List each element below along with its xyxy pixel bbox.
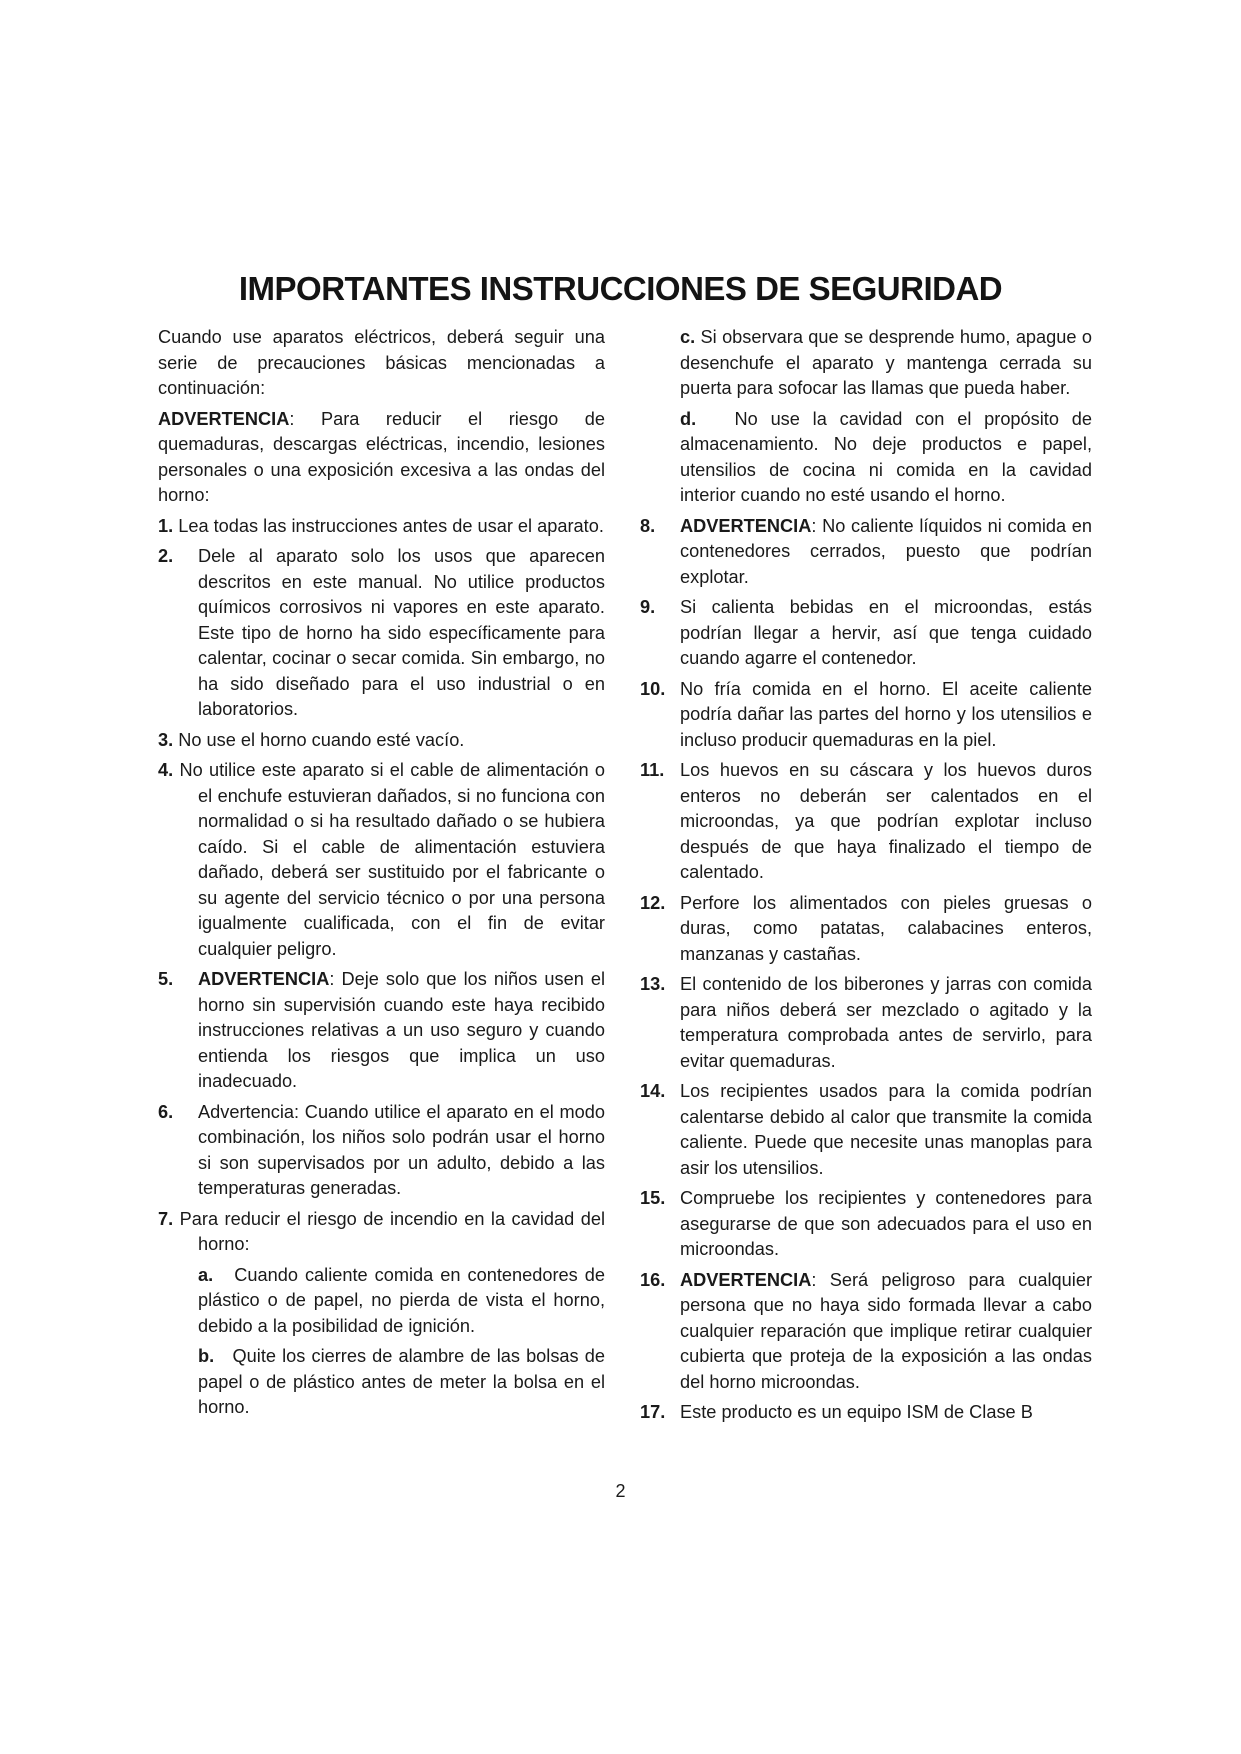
sub-item-text: Si observara que se desprende humo, apague o desenchufe el aparato y mantenga cerrada su puerta para sofocar las llamas que pueda haber. [680, 327, 1092, 398]
item-warning-label: ADVERTENCIA [680, 515, 812, 536]
item-number: 7. [158, 1208, 174, 1229]
item-number: 8. [640, 515, 656, 536]
sub-item-letter: c. [680, 327, 696, 347]
item-number: 1. [158, 515, 174, 536]
item-number: 11. [640, 760, 665, 780]
list-item-2 [158, 544, 605, 723]
item-text: Lea todas las instrucciones antes de usar el aparato. [173, 515, 604, 536]
list-item-3 [158, 728, 605, 754]
warning-text: : Para reducir el riesgo de quemaduras, descargas eléctricas, incendio, lesiones personales o una exposición excesiva a las ondas del horno: [158, 408, 605, 505]
sub-item-c [640, 325, 1092, 402]
item-number: 12. [640, 892, 666, 913]
item-number: 2. [158, 546, 174, 566]
item-text: Advertencia: Cuando utilice el aparato en el modo combinación, los niños solo podrán usar el horno si son supervisados por un adulto, debido a las temperaturas generadas. [198, 1101, 605, 1198]
list-item-6 [158, 1100, 605, 1202]
item-text: Dele al aparato solo los usos que aparecen descritos en este manual. No utilice productos químicos corrosivos ni vapores en este aparato. Este tipo de horno ha sido específicamente para calentar, cocinar o secar comida. Sin embargo, no ha sido diseñado para el uso industrial o en laboratorios. [198, 546, 605, 719]
item-text: Los huevos en su cáscara y los huevos duros enteros no deberán ser calentados en el microondas, ya que podrían explotar incluso después de que haya finalizado el tiempo de calentado. [680, 760, 1092, 882]
item-text: Perfore los alimentados con pieles gruesas o duras, como patatas, calabacines enteros, manzanas y castañas. [680, 892, 1092, 964]
sub-item-b [158, 1344, 605, 1421]
item-number: 3. [158, 729, 174, 750]
sub-item-text: Quite los cierres de alambre de las bolsas de papel o de plástico antes de meter la bolsa en el horno. [198, 1346, 605, 1417]
item-number: 9. [640, 597, 656, 617]
item-number: 17. [640, 1402, 666, 1422]
left-column [158, 325, 605, 1426]
item-number: 14. [640, 1081, 666, 1101]
intro-paragraph: Cuando use aparatos eléctricos, deberá seguir una serie de precauciones básicas mencionadas a continuación: [158, 327, 605, 398]
sub-item-text: No use la cavidad con el propósito de almacenamiento. No deje productos e papel, utensilios de cocina ni comida en la cavidad interior cuando no esté usando el horno. [680, 408, 1092, 505]
item-warning-label: ADVERTENCIA [198, 969, 330, 989]
page-number: 2 [615, 1481, 626, 1501]
sub-item-text: Cuando caliente comida en contenedores de plástico o de papel, no pierda de vista el horno, debido a la posibilidad de ignición. [198, 1264, 605, 1336]
warning-label: ADVERTENCIA [158, 408, 290, 429]
item-number: 15. [640, 1188, 666, 1208]
list-item-15 [640, 1186, 1092, 1263]
item-text: Este producto es un equipo ISM de Clase B [680, 1402, 1033, 1422]
item-text: : Será peligroso para cualquier persona que no haya sido formada llevar a cabo cualquier reparación que implique retirar cualquier cubierta que proteja de la exposición a las ondas del horno microondas. [680, 1269, 1092, 1392]
item-number: 10. [640, 678, 666, 699]
item-text: Los recipientes usados para la comida podrían calentarse debido al calor que transmite la comida caliente. Puede que necesite unas manoplas para asir los utensilios. [680, 1081, 1092, 1178]
item-number: 13. [640, 974, 666, 994]
item-text: Si calienta bebidas en el microondas, estás podrían llegar a hervir, así que tenga cuidado cuando agarre el contenedor. [680, 597, 1092, 668]
sub-item-letter: a. [198, 1264, 214, 1285]
list-item-13 [640, 972, 1092, 1074]
list-item-17 [640, 1400, 1092, 1426]
item-text: El contenido de los biberones y jarras con comida para niños deberá ser mezclado o agitado y la temperatura comprobada antes de servirlo, para evitar quemaduras. [680, 974, 1092, 1071]
item-text: No use el horno cuando esté vacío. [173, 729, 465, 750]
sub-item-letter: b. [198, 1346, 215, 1366]
item-number: 16. [640, 1269, 666, 1290]
list-item-7 [158, 1207, 605, 1258]
list-item-5 [158, 967, 605, 1095]
list-item-14 [640, 1079, 1092, 1181]
list-item-9 [640, 595, 1092, 672]
list-item-11 [640, 758, 1092, 886]
item-number: 5. [158, 969, 174, 989]
item-text: Compruebe los recipientes y contenedores para asegurarse de que son adecuados para el uso en microondas. [680, 1188, 1092, 1259]
list-item-8 [640, 514, 1092, 591]
list-item-1 [158, 514, 605, 540]
item-text: Para reducir el riesgo de incendio en la cavidad del horno: [173, 1208, 605, 1254]
list-item-12 [640, 891, 1092, 968]
list-item-10 [640, 677, 1092, 754]
page-title: IMPORTANTES INSTRUCCIONES DE SEGURIDAD [238, 270, 1003, 307]
item-text: : No caliente líquidos ni comida en contenedores cerrados, puesto que podrían explotar. [680, 515, 1092, 587]
warning-paragraph [158, 407, 605, 509]
item-text: : Deje solo que los niños usen el horno sin supervisión cuando este haya recibido instrucciones relativas a un uso seguro y cuando entienda los riesgos que implica un uso inadecuado. [198, 969, 605, 1091]
sub-item-d [640, 407, 1092, 509]
item-number: 4. [158, 760, 174, 780]
sub-item-letter: d. [680, 408, 697, 429]
list-item-4 [158, 758, 605, 962]
sub-item-a [158, 1263, 605, 1340]
item-number: 6. [158, 1101, 174, 1122]
item-warning-label: ADVERTENCIA [680, 1269, 812, 1290]
right-column [640, 325, 1092, 1431]
item-text: No fría comida en el horno. El aceite caliente podría dañar las partes del horno y los utensilios e incluso producir quemaduras en la piel. [680, 678, 1092, 750]
item-text: No utilice este aparato si el cable de alimentación o el enchufe estuvieran dañados, si no funciona con normalidad o si ha resultado dañado o se hubiera caído. Si el cable de alimentación estuviera dañado, deberá ser sustituido por el fabricante o su agente del servicio técnico o por una persona igualmente cualificada, con el fin de evitar cualquier peligro. [173, 760, 605, 959]
list-item-16 [640, 1268, 1092, 1396]
